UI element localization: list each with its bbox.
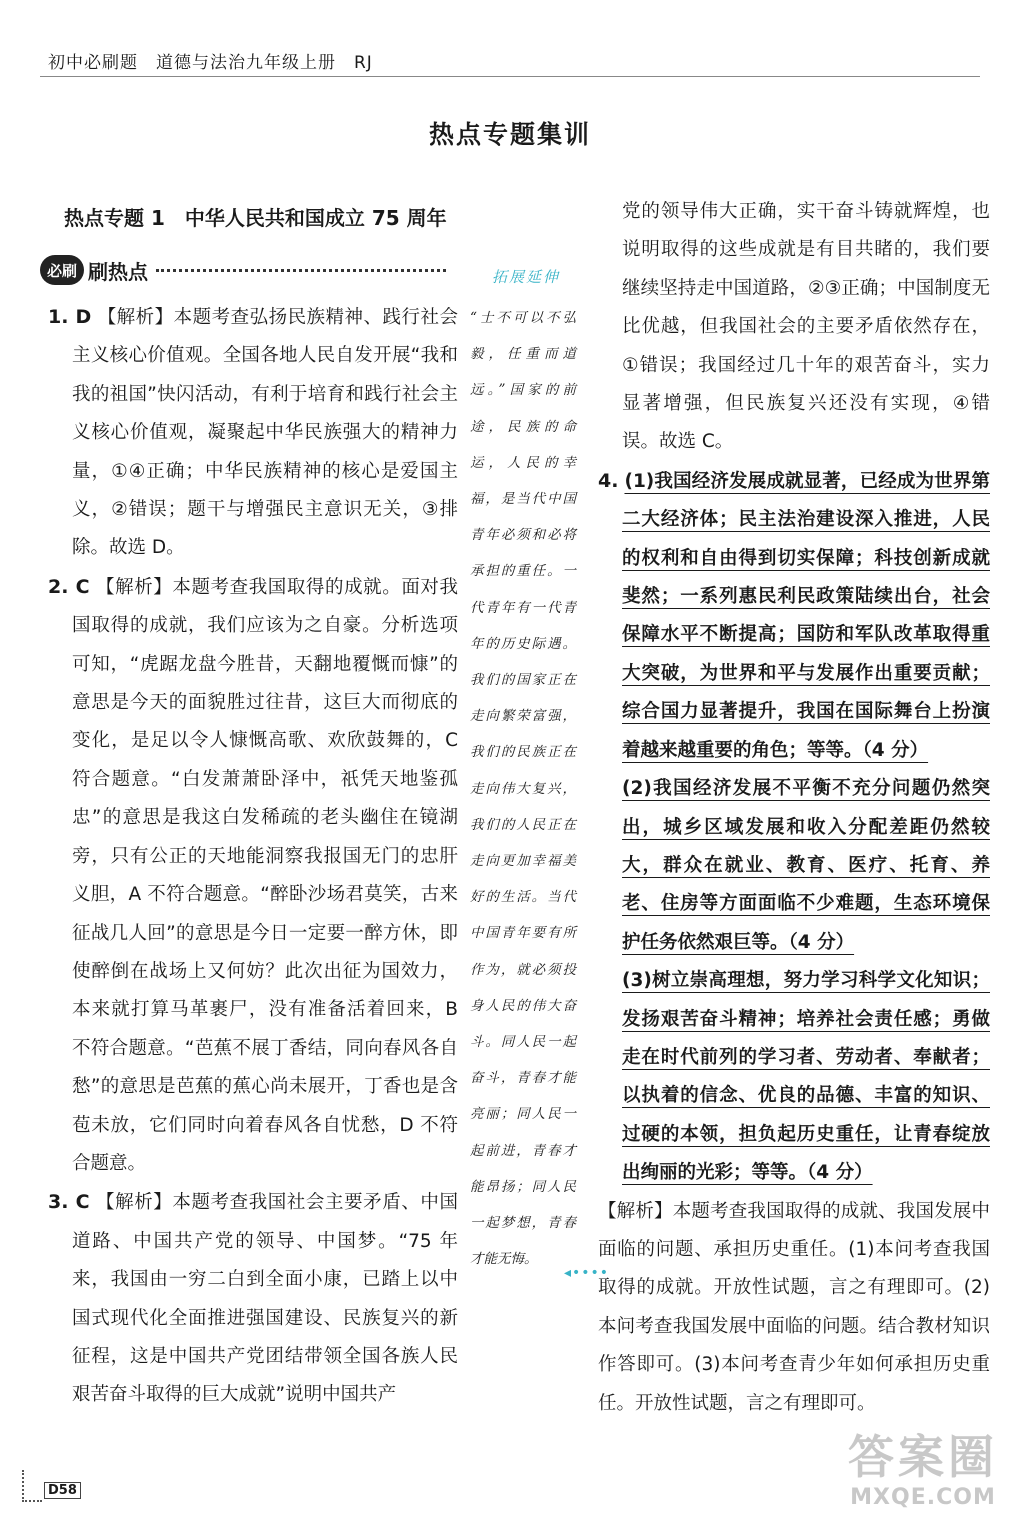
question-2 [48,568,458,1184]
q2-text: 本题考查我国取得的成就。面对我国取得的成就，我们应该为之自豪。分析选项可知，“虎踞龙盘今胜昔，天翻地覆慨而慷”的意思是今天的面貌胜过往昔，这巨大而彻底的变化，是足以令人慷慨高歌、欢欣鼓舞的，C 符合题意。“白发萧萧卧泽中，祇凭天地鉴孤忠”的意思是我这白发稀疏的老头幽住在镜湖旁，只有公正的天地能洞察我报国无门的忠肝义胆，A 不符合题意。“醉卧沙场君莫笑，古来征战几人回”的意思是今日一定要一醉方休，即使醉倒在战场上又何妨？此次出征为国效力，本来就打算马革裹尸，没有准备活着回来，B 不符合题意。“芭蕉不展丁香结，同向春风各自愁”的意思是芭蕉的蕉心尚未展开，丁香也是含苞未放，它们同时向着春风各自忧愁，D 不符合题意。 [72,576,458,1174]
q1-tag: 【解析】 [97,307,174,328]
header-divider [40,76,980,77]
topic-title: 热点专题 1 中华人民共和国成立 75 周年 [64,206,447,230]
q3-number: 3. C [48,1191,90,1214]
question-1 [48,298,458,568]
section-banner [40,255,446,285]
q4-answer-1: (1)我国经济发展成就显著，已经成为世界第二大经济体；民主法治建设深入推进，人民的权利和自由得到切实保障；科技创新成就斐然；一系列惠民利民政策陆续出台，社会保障水平不断提高；国防和军队改革取得重大突破，为世界和平与发展作出重要贡献；综合国力显著提升，我国在国际舞台上扮演着越来越重要的角色；等等。（4 分） [622,470,990,761]
right-column [598,193,990,1423]
section-label: 刷热点 [88,259,148,284]
book-header: 初中必刷题 道德与法治九年级上册 RJ [48,53,373,73]
q4-analysis [598,1193,990,1423]
q4-answer-3: (3)树立崇高理想，努力学习科学文化知识；发扬艰苦奋斗精神；培养社会责任感；勇做走在时代前列的学习者、劳动者、奉献者；以执着的信念、优良的品德、丰富的知识、过硬的本领，担负起历史重任，让青春绽放出绚丽的光彩；等等。（4 分） [622,970,990,1184]
section-badge-icon: 必刷 [40,255,84,285]
question-4-part-1 [598,462,990,770]
section-dotted-rule [156,269,446,272]
corner-dotted-mark [22,1470,42,1502]
q2-number: 2. C [48,575,90,598]
q4-number: 4. [598,469,619,492]
q4-analysis-text: 本题考查我国取得的成就、我国发展中面临的问题、承担历史重任。(1)本问考查我国取得的成就。开放性试题，言之有理即可。(2)本问考查我国发展中面临的问题。结合教材知识作答即可。(3)本问考查青少年如何承担历史重任。开放性试题，言之有理即可。 [598,1200,990,1414]
q3-tag: 【解析】 [96,1192,173,1214]
page-number: D58 [44,1482,81,1499]
question-3 [48,1183,458,1414]
q1-text: 本题考查弘扬民族精神、践行社会主义核心价值观。全国各地人民自发开展“我和我的祖国”快闪活动，有利于培育和践行社会主义核心价值观，凝聚起中华民族强大的精神力量，①④正确；中华民族精神的核心是爱国主义，②错误；题干与增强民主意识无关，③排除。故选 D。 [72,307,458,559]
question-4-part-2 [598,770,990,962]
watermark-line-1: 答案圈 [848,1430,998,1484]
q1-number: 1. D [48,306,92,328]
continue-arrow-icon: ◂•••• [564,1265,610,1281]
q3-continued: 党的领导伟大正确，实干奋斗铸就辉煌，也说明取得的这些成就是有目共睹的，我们要继续坚持走中国道路，②③正确；中国制度无比优越，但我国社会的主要矛盾依然存在，①错误；我国经过几十年的艰苦奋斗，实力显著增强，但民族复兴还没有实现，④错误。故选 C。 [622,201,990,453]
q4-answer-2: (2)我国经济发展不平衡不充分问题仍然突出，城乡区域发展和收入分配差距仍然较大，群众在就业、教育、医疗、托育、养老、住房等方面面临不少难题，生态环境保护任务依然艰巨等。（4 分） [622,778,990,953]
extension-title: 拓展延伸 [492,268,561,286]
q2-tag: 【解析】 [96,576,173,598]
q3-text: 本题考查我国社会主要矛盾、中国道路、中国共产党的领导、中国梦。“75 年来，我国由一穷二白到全面小康，已踏上以中国式现代化全面推进强国建设、民族复兴的新征程，这是中国共产党团结带领全国各族人民艰苦奋斗取得的巨大成就”说明中国共产 [72,1192,458,1406]
left-column [48,298,458,1415]
extension-sidebar: “士不可以不弘毅，任重而道远。”国家的前途，民族的命运，人民的幸福，是当代中国青年必须和必将承担的重任。一代青年有一代青年的历史际遇。我们的国家正在走向繁荣富强，我们的民族正在走向伟大复兴，我们的人民正在走向更加幸福美好的生活。当代中国青年要有所作为，就必须投身人民的伟大奋斗。同人民一起奋斗，青春才能亮丽；同人民一起前进，青春才能昂扬；同人民一起梦想，青春才能无悔。 [470,310,576,1268]
watermark-logo [838,1430,1008,1512]
q4-analysis-tag: 【解析】 [598,1200,673,1222]
page-title: 热点专题集训 [428,120,591,149]
watermark-line-2: MXQE.COM [850,1485,996,1510]
question-4-part-3 [598,962,990,1192]
